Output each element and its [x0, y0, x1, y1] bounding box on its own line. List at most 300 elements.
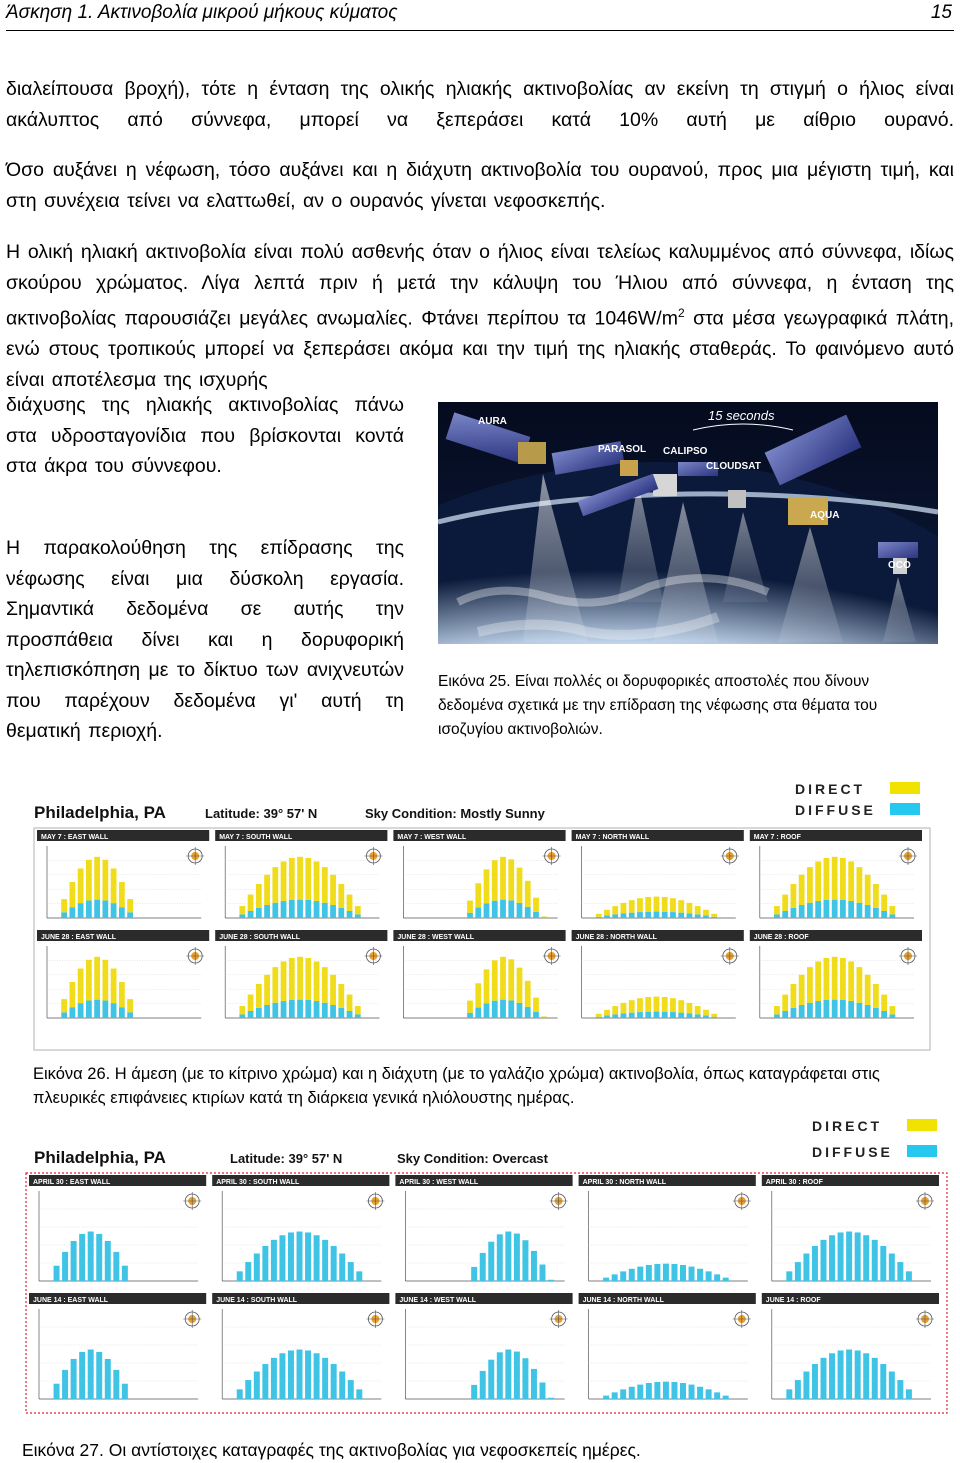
diffuse-bar	[71, 1241, 77, 1281]
label-calipso: CALIPSO	[663, 446, 708, 457]
panel-title: APRIL 30 : EAST WALL	[33, 1179, 111, 1186]
diffuse-bar	[264, 1005, 270, 1018]
diffuse-bar	[857, 903, 863, 918]
radiation-panel	[762, 1293, 939, 1399]
diffuse-bar	[714, 1392, 720, 1399]
direct-bar	[791, 984, 797, 1008]
direct-bar	[281, 961, 287, 1001]
diffuse-bar	[517, 903, 523, 918]
direct-bar	[119, 882, 125, 907]
radiation-panel	[750, 830, 922, 918]
diffuse-bar	[906, 1271, 912, 1281]
direct-bar	[832, 857, 838, 900]
figure-27-caption: Εικόνα 27. Οι αντίστοιχες καταγραφές της ακτινοβολίας για νεφοσκεπείς ημέρες.	[22, 1440, 641, 1460]
diffuse-bar	[347, 911, 353, 918]
diffuse-bar	[697, 1387, 703, 1399]
diffuse-bar	[355, 1014, 361, 1018]
direct-bar	[774, 1006, 780, 1014]
diffuse-bar	[821, 1240, 827, 1281]
diffuse-bar	[505, 1350, 511, 1399]
diffuse-bar	[654, 1264, 660, 1281]
diffuse-bar	[654, 1382, 660, 1399]
diffuse-bar	[480, 1371, 486, 1399]
direct-bar	[94, 957, 100, 1000]
direct-bar	[881, 995, 887, 1011]
direct-bar	[629, 900, 635, 912]
diffuse-bar	[297, 1232, 303, 1282]
diffuse-bar	[857, 1003, 863, 1018]
diffuse-bar	[94, 1000, 100, 1018]
panel-title: JUNE 14 : EAST WALL	[33, 1297, 109, 1304]
diffuse-bar	[880, 1246, 886, 1281]
figure-26-caption: Εικόνα 26. Η άμεση (με το κίτρινο χρώμα) και η διάχυτη (με το γαλάζιο χρώμα) ακτινοβολία, όπως καταγράφεται στις πλευρικές επιφάνειες κτιρίων κατά τη διάρκεια γενικά ηλιόλουστης ημέρας.	[33, 1065, 880, 1107]
direct-bar	[272, 967, 278, 1003]
diffuse-bar	[703, 1016, 709, 1018]
diffuse-bar	[621, 913, 627, 918]
legend-diffuse-swatch	[907, 1145, 937, 1157]
diffuse-bar	[531, 1369, 537, 1399]
direct-bar	[69, 982, 75, 1007]
diffuse-bar	[662, 1012, 668, 1018]
diffuse-bar	[782, 1011, 788, 1018]
diffuse-bar	[339, 1371, 345, 1399]
paragraph-1: διαλείπουσα βροχή), τότε η ένταση της ολικής ηλιακής ακτινοβολίας αν εκείνη τη στιγμή ο ήλιος είναι ακάλυπτος από σύννεφα, μπορεί να ξεπεράσει κατά 10% αυτή με αίθριο ουρανό.	[6, 78, 954, 131]
diffuse-bar	[96, 1352, 102, 1399]
direct-bar	[645, 997, 651, 1012]
panel-title: JUNE 14 : NORTH WALL	[582, 1297, 664, 1304]
diffuse-bar	[119, 907, 125, 918]
direct-bar	[604, 1010, 610, 1016]
diffuse-bar	[890, 1014, 896, 1018]
radiation-panel	[395, 1293, 572, 1399]
diffuse-bar	[612, 1392, 618, 1399]
direct-bar	[297, 857, 303, 900]
direct-bar	[703, 910, 709, 916]
direct-bar	[525, 981, 531, 1007]
diffuse-bar	[297, 1000, 303, 1018]
diffuse-bar	[54, 1384, 60, 1399]
diffuse-bar	[629, 1387, 635, 1399]
diffuse-bar	[881, 1011, 887, 1018]
diffuse-bar	[906, 1389, 912, 1399]
diffuse-bar	[492, 901, 498, 918]
diffuse-bar	[863, 1235, 869, 1281]
diffuse-bar	[838, 1232, 844, 1281]
paragraph-3	[6, 237, 954, 395]
diffuse-bar	[86, 901, 92, 918]
diffuse-bar	[846, 1232, 852, 1282]
panel-title: APRIL 30 : ROOF	[765, 1179, 823, 1186]
diffuse-bar	[855, 1232, 861, 1281]
diffuse-bar	[322, 1003, 328, 1018]
diffuse-bar	[621, 1013, 627, 1018]
direct-bar	[881, 895, 887, 911]
diffuse-bar	[637, 912, 643, 918]
diffuse-bar	[78, 903, 84, 918]
diffuse-bar	[774, 1014, 780, 1018]
direct-bar	[517, 868, 523, 903]
diffuse-bar	[525, 1007, 531, 1018]
diffuse-bar	[331, 1364, 337, 1399]
radiation-panel	[750, 930, 922, 1018]
direct-bar	[621, 1003, 627, 1014]
diffuse-bar	[838, 1350, 844, 1399]
diffuse-bar	[237, 1271, 243, 1281]
diffuse-bar	[807, 1003, 813, 1018]
direct-bar	[703, 1010, 709, 1016]
diffuse-bar	[330, 1005, 336, 1018]
diffuse-bar	[872, 1358, 878, 1399]
diffuse-bar	[612, 1274, 618, 1281]
diffuse-bar	[522, 1240, 528, 1281]
diffuse-bar	[96, 1234, 102, 1281]
diffuse-bar	[663, 1264, 669, 1281]
diffuse-bar	[297, 900, 303, 918]
diffuse-bar	[695, 914, 701, 918]
diffuse-bar	[848, 901, 854, 918]
direct-bar	[824, 958, 830, 1000]
diffuse-bar	[127, 1012, 133, 1018]
direct-bar	[873, 984, 879, 1008]
diffuse-bar	[873, 908, 879, 918]
diffuse-bar	[239, 1014, 245, 1018]
figure-25-text: Είναι πολλές οι δορυφορικές αποστολές που δίνουν δεδομένα σχετικά με την επίδραση της νέφωσης στα θέματα του ισοζυγίου ακτινοβολιών.	[438, 673, 878, 738]
diffuse-bar	[799, 1005, 805, 1018]
direct-bar	[799, 875, 805, 905]
diffuse-bar	[596, 1017, 602, 1018]
direct-bar	[492, 960, 498, 1000]
diffuse-bar	[824, 1000, 830, 1018]
direct-bar	[111, 968, 117, 1003]
diffuse-bar	[289, 900, 295, 918]
panel-title: JUNE 28 : EAST WALL	[41, 934, 117, 941]
diffuse-bar	[111, 903, 117, 918]
superscript: 2	[677, 306, 685, 320]
direct-bar	[840, 958, 846, 1000]
direct-bar	[596, 914, 602, 917]
diffuse-bar	[254, 1371, 260, 1399]
diffuse-bar	[803, 1371, 809, 1399]
diffuse-bar	[272, 903, 278, 918]
paragraph-3-continued: στα μέσα γεωγραφικά πλάτη, ενώ στους τροπικούς μπορεί να ξεπεράσει ακόμα και την τιμή της ηλιακής σταθεράς. Το φαινόμενο αυτό είναι αποτέλεσμα της ισχυρής	[6, 307, 954, 391]
diffuse-bar	[855, 1350, 861, 1399]
diffuse-bar	[689, 1385, 695, 1399]
diffuse-bar	[111, 1003, 117, 1018]
label-aura: AURA	[478, 416, 507, 427]
direct-bar	[890, 1006, 896, 1014]
direct-bar	[662, 997, 668, 1012]
diffuse-bar	[322, 1240, 328, 1281]
direct-bar	[111, 868, 117, 903]
direct-bar	[890, 906, 896, 914]
direct-bar	[612, 906, 618, 914]
diffuse-bar	[62, 1252, 68, 1281]
diffuse-bar	[314, 1235, 320, 1281]
diffuse-bar	[262, 1246, 268, 1281]
figure-27-charts	[22, 1115, 952, 1417]
left-text-2: Η παρακολούθηση της επίδρασης της νέφωσης είναι μια δύσκολη εργασία. Σημαντικά δεδομένα σε αυτής την προσπάθεια δίνει και η δορυφορική τηλεπισκόπηση με το δίκτυο των ανιχνευτών που παρέχουν δεδομένα γι' αυτή τη θεματική περιοχή.	[6, 537, 404, 742]
diffuse-bar	[497, 1234, 503, 1281]
diffuse-bar	[86, 1001, 92, 1018]
diffuse-bar	[254, 1253, 260, 1281]
legend-direct-swatch	[907, 1119, 937, 1131]
direct-bar	[857, 967, 863, 1003]
radiation-panel	[579, 1175, 756, 1281]
diffuse-bar	[695, 1014, 701, 1018]
direct-bar	[799, 975, 805, 1005]
diffuse-bar	[671, 1264, 677, 1281]
diffuse-bar	[245, 1380, 251, 1399]
label-aqua: AQUA	[810, 510, 840, 521]
direct-bar	[654, 997, 660, 1012]
direct-bar	[314, 961, 320, 1001]
diffuse-bar	[629, 1013, 635, 1018]
direct-bar	[815, 861, 821, 901]
diffuse-bar	[795, 1262, 801, 1281]
diffuse-bar	[711, 1017, 717, 1018]
direct-bar	[338, 884, 344, 908]
direct-bar	[289, 858, 295, 900]
legend-direct-label: DIRECT	[812, 1118, 883, 1134]
diffuse-bar	[514, 1352, 520, 1399]
diffuse-bar	[305, 1000, 311, 1018]
direct-bar	[517, 968, 523, 1003]
diffuse-bar	[832, 900, 838, 918]
diffuse-bar	[711, 917, 717, 918]
direct-bar	[604, 910, 610, 916]
diffuse-bar	[629, 913, 635, 918]
diffuse-bar	[872, 1240, 878, 1281]
direct-bar	[873, 884, 879, 908]
legend-diffuse-label: DIFFUSE	[795, 802, 876, 818]
direct-bar	[61, 899, 67, 912]
diffuse-bar	[604, 1016, 610, 1018]
radiation-panel	[393, 830, 565, 918]
diffuse-bar	[812, 1246, 818, 1281]
city-title: Philadelphia, PA	[34, 1148, 166, 1167]
radiation-panel	[215, 830, 387, 918]
direct-bar	[305, 858, 311, 900]
diffuse-bar	[61, 1012, 67, 1018]
diffuse-bar	[897, 1262, 903, 1281]
direct-bar	[711, 914, 717, 917]
figure-26-charts	[30, 778, 935, 1053]
direct-bar	[484, 969, 490, 1003]
diffuse-bar	[484, 1003, 490, 1018]
diffuse-bar	[612, 1014, 618, 1018]
diffuse-bar	[525, 907, 531, 918]
diffuse-bar	[288, 1232, 294, 1281]
direct-bar	[475, 883, 481, 907]
direct-bar	[695, 1006, 701, 1014]
diffuse-bar	[338, 908, 344, 918]
direct-bar	[239, 1006, 245, 1014]
diffuse-bar	[803, 1253, 809, 1281]
diffuse-bar	[791, 1008, 797, 1018]
diffuse-bar	[807, 903, 813, 918]
diffuse-bar	[256, 1008, 262, 1018]
diffuse-bar	[723, 1278, 729, 1281]
direct-bar	[678, 900, 684, 912]
diffuse-bar	[821, 1358, 827, 1399]
diffuse-bar	[62, 1370, 68, 1399]
diffuse-bar	[355, 914, 361, 918]
diffuse-bar	[500, 1000, 506, 1018]
diffuse-bar	[620, 1271, 626, 1281]
diffuse-bar	[508, 1000, 514, 1018]
diffuse-bar	[281, 901, 287, 918]
panel-title: MAY 7 : NORTH WALL	[575, 834, 650, 841]
diffuse-bar	[706, 1271, 712, 1281]
diffuse-bar	[815, 901, 821, 918]
direct-bar	[281, 861, 287, 901]
diffuse-bar	[889, 1371, 895, 1399]
diffuse-bar	[863, 1353, 869, 1399]
direct-bar	[119, 982, 125, 1007]
direct-bar	[508, 959, 514, 1000]
diffuse-bar	[645, 1012, 651, 1018]
diffuse-bar	[703, 916, 709, 918]
diffuse-bar	[517, 1003, 523, 1018]
diffuse-bar	[687, 1013, 693, 1018]
diffuse-bar	[471, 1385, 477, 1399]
diffuse-bar	[890, 914, 896, 918]
latitude-label: Latitude: 39° 57' N	[205, 806, 318, 821]
diffuse-bar	[348, 1262, 354, 1281]
diffuse-bar	[475, 908, 481, 918]
diffuse-bar	[338, 1008, 344, 1018]
direct-bar	[264, 975, 270, 1005]
diffuse-bar	[612, 914, 618, 918]
direct-bar	[711, 1014, 717, 1017]
diffuse-bar	[889, 1253, 895, 1281]
diffuse-bar	[514, 1234, 520, 1281]
diffuse-bar	[670, 912, 676, 918]
diffuse-bar	[322, 1358, 328, 1399]
diffuse-bar	[848, 1001, 854, 1018]
diffuse-bar	[714, 1274, 720, 1281]
direct-bar	[533, 998, 539, 1012]
direct-bar	[347, 895, 353, 911]
label-cloudsat: CLOUDSAT	[706, 461, 761, 472]
diffuse-bar	[281, 1001, 287, 1018]
label-parasol: PARASOL	[598, 444, 647, 455]
diffuse-bar	[54, 1266, 60, 1281]
diffuse-bar	[497, 1352, 503, 1399]
diffuse-bar	[248, 911, 254, 918]
direct-bar	[541, 916, 547, 917]
diffuse-bar	[279, 1353, 285, 1399]
diffuse-bar	[69, 907, 75, 918]
direct-bar	[248, 895, 254, 911]
diffuse-bar	[79, 1234, 85, 1281]
radiation-panel	[215, 930, 387, 1018]
diffuse-bar	[305, 900, 311, 918]
diffuse-bar	[782, 911, 788, 918]
diffuse-bar	[356, 1271, 362, 1281]
direct-bar	[484, 869, 490, 903]
diffuse-bar	[637, 1012, 643, 1018]
direct-bar	[338, 984, 344, 1008]
diffuse-bar	[272, 1003, 278, 1018]
direct-bar	[840, 858, 846, 900]
diffuse-bar	[488, 1360, 494, 1399]
diffuse-bar	[646, 1383, 652, 1399]
diffuse-bar	[339, 1253, 345, 1281]
diffuse-bar	[829, 1353, 835, 1399]
diffuse-bar	[799, 905, 805, 918]
diffuse-bar	[314, 1001, 320, 1018]
diffuse-bar	[245, 1262, 251, 1281]
direct-bar	[596, 1014, 602, 1017]
diffuse-bar	[500, 900, 506, 918]
diffuse-bar	[840, 900, 846, 918]
diffuse-bar	[271, 1240, 277, 1281]
panel-title: JUNE 14 : WEST WALL	[399, 1297, 477, 1304]
diffuse-bar	[105, 1359, 111, 1399]
direct-bar	[94, 857, 100, 900]
diffuse-bar	[629, 1269, 635, 1281]
direct-bar	[86, 960, 92, 1001]
direct-bar	[289, 958, 295, 1000]
panel-title: JUNE 28 : SOUTH WALL	[219, 934, 301, 941]
figure-25-number: Εικόνα 25.	[438, 673, 511, 690]
diffuse-bar	[531, 1251, 537, 1281]
diffuse-bar	[79, 1352, 85, 1399]
direct-bar	[330, 975, 336, 1005]
panel-title: MAY 7 : ROOF	[753, 834, 801, 841]
direct-bar	[239, 906, 245, 914]
panel-title: JUNE 28 : ROOF	[753, 934, 809, 941]
diffuse-bar	[248, 1011, 254, 1018]
diffuse-bar	[533, 1012, 539, 1018]
direct-bar	[848, 961, 854, 1001]
diffuse-bar	[314, 1353, 320, 1399]
diffuse-bar	[271, 1358, 277, 1399]
diffuse-bar	[540, 1265, 546, 1281]
diffuse-bar	[127, 912, 133, 918]
diffuse-bar	[865, 905, 871, 918]
direct-bar	[645, 897, 651, 912]
direct-bar	[695, 906, 701, 914]
direct-bar	[687, 903, 693, 914]
diffuse-bar	[264, 905, 270, 918]
label-15-seconds: 15 seconds	[708, 408, 775, 423]
legend-direct-swatch	[890, 782, 920, 794]
direct-bar	[256, 984, 262, 1008]
diffuse-bar	[670, 1012, 676, 1018]
direct-bar	[102, 860, 108, 901]
diffuse-bar	[279, 1235, 285, 1281]
diffuse-bar	[102, 901, 108, 918]
direct-bar	[127, 999, 133, 1012]
diffuse-bar	[786, 1389, 792, 1399]
radiation-panel	[212, 1293, 389, 1399]
diffuse-bar	[297, 1350, 303, 1400]
legend-direct-label: DIRECT	[795, 781, 866, 797]
diffuse-bar	[865, 1005, 871, 1018]
direct-bar	[102, 960, 108, 1001]
diffuse-bar	[846, 1350, 852, 1400]
direct-bar	[678, 1000, 684, 1012]
diffuse-bar	[508, 900, 514, 918]
direct-bar	[86, 860, 92, 901]
direct-bar	[621, 903, 627, 914]
direct-bar	[687, 1003, 693, 1014]
direct-bar	[807, 967, 813, 1003]
radiation-panel	[572, 830, 744, 918]
direct-bar	[305, 958, 311, 1000]
